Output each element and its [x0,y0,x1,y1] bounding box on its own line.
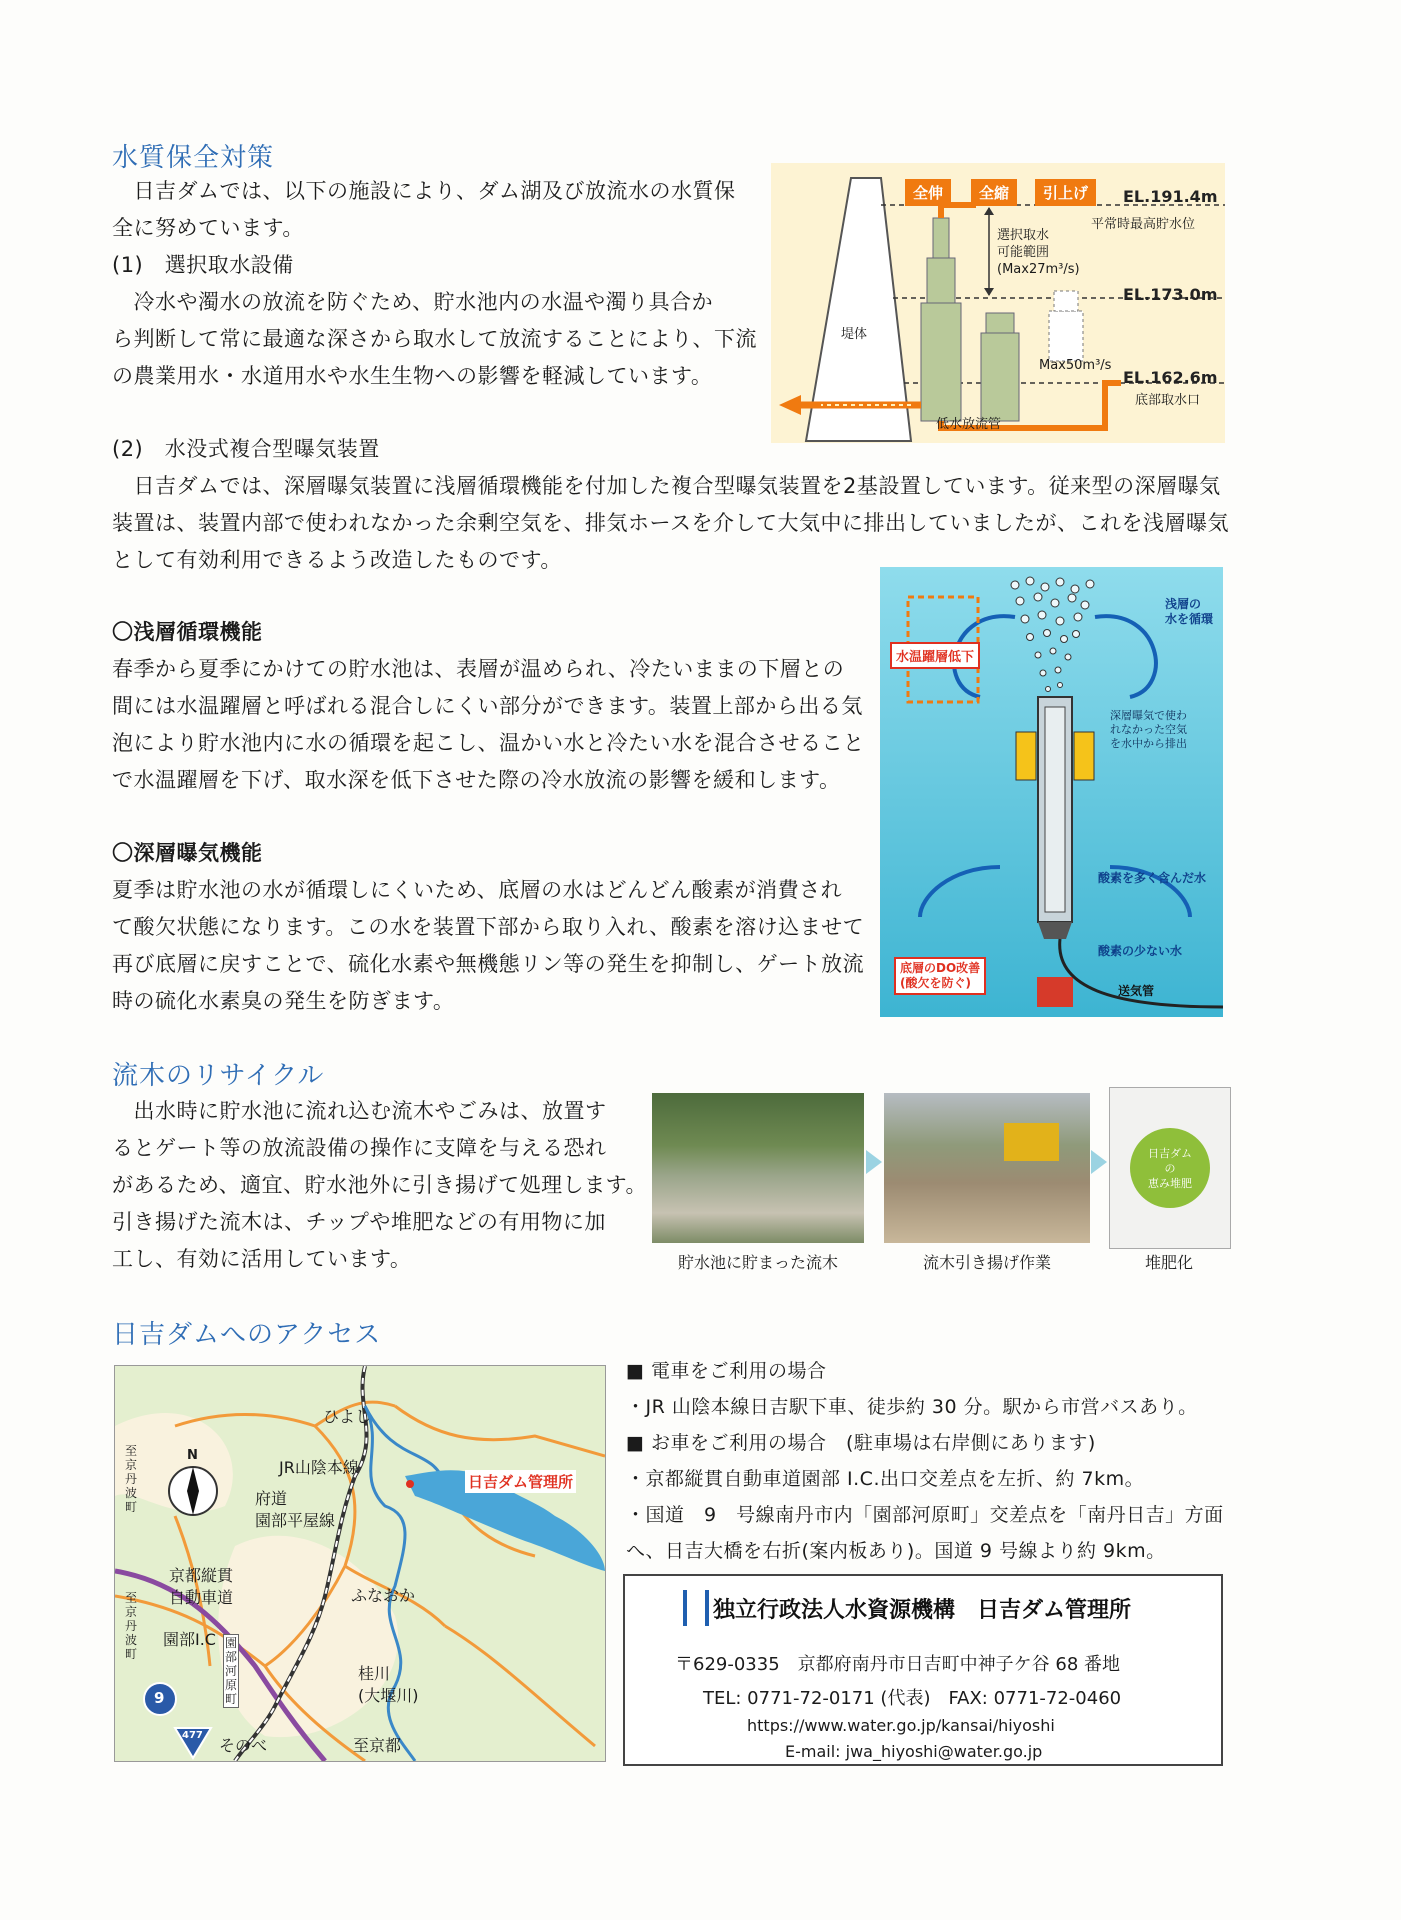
aeration-heading: (2) 水没式複合型曝気装置 [112,437,380,461]
shallow-heading: 〇浅層循環機能 [112,620,263,644]
shallow-circulation: 〇浅層循環機能 春季から夏季にかけての貯水池は、表層が温められ、冷たいままの下層との 間には水温躍層と呼ばれる混合しにくい部分ができます。装置上部から出る気 泡により貯水池内に水の循環を起こし、温かい水と冷たい水を混合させること で水温躍層を下げ、取水深を低下させた際の冷水放流の影響を緩和します。 [112,614,865,799]
oxygen-poor-label: 酸素の少ない水 [1098,944,1183,958]
dam-label: 堤体 [841,327,868,342]
air-pipe-label: 送気管 [1118,984,1155,998]
tower-raised [1049,291,1083,361]
tag-raise: 引上げ [1035,179,1096,206]
circulate-label: 浅層の 水を循環 [1165,597,1214,626]
deep-aeration: 〇深層曝気機能 夏季は貯水池の水が循環しにくいため、底層の水はどんどん酸素が消費され て酸欠状態になります。この水を装置下部から取り入れ、酸素を溶け込ませて 再び底層に戻すことで、硫化水素や無機態リン等の発生を抑制し、ゲート放流 時の硫化水素臭の発生を防ぎます。 [112,835,864,1020]
outflow-arrow [779,395,801,415]
contact-address: 〒629-0335 京都府南丹市日吉町中神子ケ谷 68 番地 [675,1654,1121,1675]
place-hiyoshi: ひよし [323,1407,372,1426]
contact-tel: TEL: 0771-72-0171 (代表) FAX: 0771-72-0460 [703,1688,1122,1709]
place-to-kyotamba-1: 至 京 丹 波 町 [125,1444,138,1514]
contact-box [623,1574,1223,1766]
tower-extended [921,218,961,421]
water-agency-logo-icon [683,1590,709,1626]
place-to-kyoto: 至京都 [353,1736,402,1755]
place-sonobe-kawaramachi: 園 部 河 原 町 [225,1636,238,1706]
access-directions: ■ 電車をご利用の場合 ・JR 山陰本線日吉駅下車、徒歩約 30 分。駅から市営バスあり。 ■ お車をご利用の場合 (駐車場は右岸側にあります) ・京都縦貫自動車道園部 I.C.出口交差点を左折、約 7km。 ・国道 9 号線南丹市内「園部河原町」交差点を「南丹日吉」方面 へ、日吉大橋を右折(案内板あり)。国道 9 号線より約 9km。 [626,1360,1224,1562]
compost-bag-logo: 日吉ダム の 恵み堆肥 [1130,1128,1210,1208]
contact-email[interactable]: E-mail: jwa_hiyoshi@water.go.jp [785,1742,1043,1761]
place-sonobe: そのべ [219,1736,268,1755]
float-right [1074,732,1094,780]
caption-removal: 流木引き揚げ作業 [922,1253,1051,1272]
aeration-section: (2) 水没式複合型曝気装置 日吉ダムでは、深層曝気装置に浅層循環機能を付加した複合型曝気装置を2基設置しています。従来型の深層曝気 装置は、装置内部で使われなかった余剰空気を、排気ホースを介して大気中に排出していましたが、これを浅層曝気 として有効利用できるよう改造したものです。 [112,431,1229,579]
driftwood-heading: 流木のリサイクル [112,1061,325,1091]
photo-reservoir-driftwood [652,1093,864,1243]
route-9-label: 9 [154,1689,165,1707]
do-improve-label: 底層のDO改善 (酸欠を防ぐ) [894,957,986,995]
pipe-label: 低水放流管 [936,417,1002,432]
dam-office-label: 日吉ダム管理所 [465,1470,576,1493]
excavator-icon [1004,1123,1059,1161]
contact-org: 独立行政法人水資源機構 日吉ダム管理所 [713,1598,1132,1623]
water-quality-intro: 日吉ダムでは、以下の施設により、ダム湖及び放流水の水質保 全に努めています。 (1) 選択取水設備 冷水や濁水の放流を防ぐため、貯水池内の水温や濁り具合か ら判断して常に最適な深さから取水して放流することにより、下流 の農業用水・水道用水や水生生物への影響を軽減しています。 [112,179,757,388]
level-162-note: 底部取水口 [1135,393,1201,408]
anchor-block [1037,977,1073,1007]
place-katsura-river: 桂川 (大堰川) [358,1664,419,1705]
photo-compost-bag [1109,1087,1231,1249]
float-left [1016,732,1036,780]
place-jr-line: JR山陰本線 [279,1458,359,1477]
arrow-right-icon [866,1150,882,1174]
selective-intake-diagram [771,163,1225,443]
contact-url[interactable]: https://www.water.go.jp/kansai/hiyoshi [747,1716,1055,1735]
deep-heading: 〇深層曝気機能 [112,841,263,865]
place-expressway: 京都縦貫 自動車道 [169,1566,234,1607]
access-map [114,1365,606,1762]
photo-driftwood-removal [884,1093,1090,1243]
max50-label: Max50m³/s [1039,358,1112,373]
north-label: N [187,1448,198,1463]
water-quality-heading: 水質保全対策 [112,143,275,173]
tag-retract: 全縮 [971,179,1017,206]
caption-compost: 堆肥化 [1144,1253,1193,1272]
unused-air-label: 深層曝気で使わ れなかった空気 を水中から排出 [1110,709,1187,750]
aeration-diagram [880,567,1223,1017]
place-sonobe-ic: 園部I.C [163,1630,216,1649]
caption-reservoir: 貯水池に貯まった流木 [677,1253,838,1272]
arrow-right-icon [1091,1150,1107,1174]
oxygen-rich-label: 酸素を多く含んだ水 [1098,871,1207,885]
tower-retracted [981,313,1019,421]
pipe-top [941,205,976,218]
thermocline-label: 水温躍層低下 [890,642,980,669]
dam-office-marker [406,1480,414,1488]
route-477-label: 477 [182,1730,203,1741]
place-prefectural-road: 府道 園部平屋線 [255,1489,336,1530]
driftwood-body: 出水時に貯水池に流れ込む流木やごみは、放置す るとゲート等の放流設備の操作に支障を与える恐れ があるため、適宜、貯水池外に引き揚げて処理します。 引き揚げた流木は、チップや堆肥などの有用物に加 工し、有効に活用しています。 [112,1099,647,1271]
access-heading: 日吉ダムへのアクセス [112,1320,382,1350]
place-funaoka: ふなおか [351,1586,416,1605]
level-191-label: EL.191.4m [1123,187,1218,206]
bubble-cloud [1011,577,1094,692]
level-191-note: 平常時最高貯水位 [1091,217,1196,232]
range-label: 選択取水 可能範囲 (Max27m³/s) [997,228,1080,277]
level-173-label: EL.173.0m [1123,285,1218,304]
tag-extend: 全伸 [905,179,951,206]
place-to-kyotamba-2: 至 京 丹 波 町 [125,1591,138,1661]
level-162-label: EL.162.6m [1123,368,1218,387]
selective-intake-heading: (1) 選択取水設備 [112,253,294,277]
